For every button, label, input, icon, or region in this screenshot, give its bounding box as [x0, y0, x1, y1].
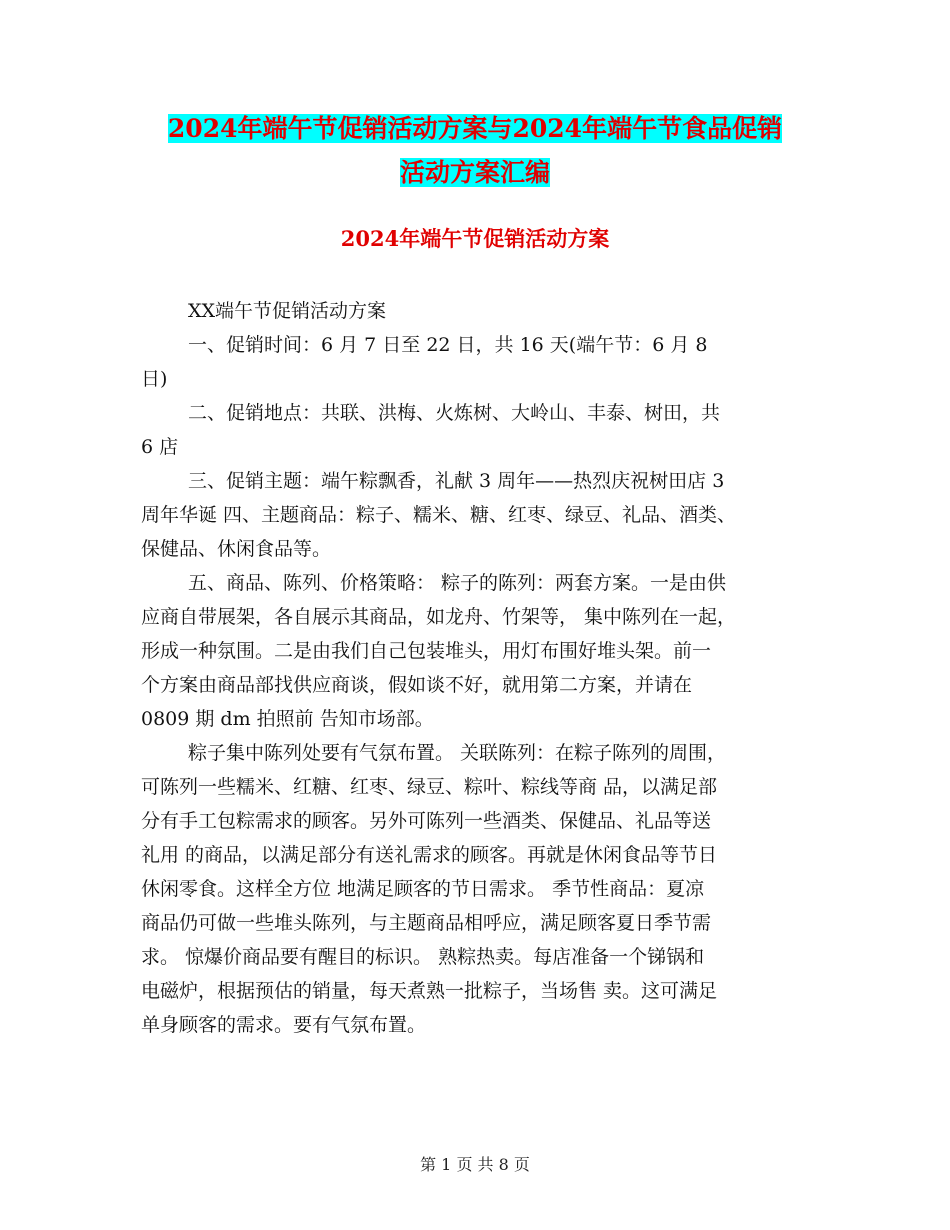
- body-line: 分有手工包粽需求的顾客。另外可陈列一些酒类、保健品、礼品等送: [141, 810, 712, 832]
- body-line: 礼用 的商品，以满足部分有送礼需求的顾客。再就是休闲食品等节日: [141, 844, 718, 866]
- document-body: [141, 294, 831, 1042]
- body-line: 休闲零食。这样全方位 地满足顾客的节日需求。 季节性商品：夏凉: [141, 878, 705, 900]
- body-line: 周年华诞 四、主题商品：粽子、糯米、糖、红枣、绿豆、礼品、酒类、: [141, 504, 737, 526]
- body-line: 形成一种氛围。二是由我们自己包装堆头，用灯布围好堆头架。前一: [141, 640, 712, 662]
- document-title-line-2: 活动方案汇编: [399, 158, 550, 187]
- body-line: 日): [141, 368, 168, 390]
- body-line: XX端午节促销活动方案: [188, 300, 387, 322]
- body-line: 单身顾客的需求。要有气氛布置。: [141, 1014, 427, 1036]
- body-line: 商品仍可做一些堆头陈列，与主题商品相呼应，满足顾客夏日季节需: [141, 912, 712, 934]
- body-line: 二、促销地点：共联、洪梅、火炼树、大岭山、丰泰、树田，共: [188, 402, 721, 424]
- body-line: 一、促销时间：6 月 7 日至 22 日，共 16 天(端午节：6 月 8: [188, 334, 708, 356]
- body-line: 可陈列一些糯米、红糖、红枣、绿豆、粽叶、粽线等商 品，以满足部: [141, 776, 718, 798]
- body-line: 求。 惊爆价商品要有醒目的标识。 熟粽热卖。每店准备一个锑锅和: [141, 946, 705, 968]
- body-line: 应商自带展架，各自展示其商品，如龙舟、竹架等， 集中陈列在一起，: [141, 606, 737, 628]
- page-footer: 第 1 页 共 8 页: [420, 1155, 530, 1174]
- section-title: 2024年端午节促销活动方案: [340, 226, 610, 251]
- document-title-line-1: 2024年端午节促销活动方案与2024年端午节食品促销: [167, 114, 783, 143]
- body-line: 电磁炉，根据预估的销量，每天煮熟一批粽子，当场售 卖。这可满足: [141, 980, 718, 1002]
- body-line: 五、商品、陈列、价格策略： 粽子的陈列：两套方案。一是由供: [188, 572, 727, 594]
- body-line: 6 店: [141, 436, 179, 458]
- body-line: 三、促销主题：端午粽飘香，礼献 3 周年——热烈庆祝树田店 3: [188, 470, 725, 492]
- body-line: 0809 期 dm 拍照前 告知市场部。: [141, 708, 434, 730]
- body-line: 粽子集中陈列处要有气氛布置。 关联陈列：在粽子陈列的周围，: [188, 742, 727, 764]
- body-line: 个方案由商品部找供应商谈，假如谈不好，就用第二方案，并请在: [141, 674, 693, 696]
- body-line: 保健品、休闲食品等。: [141, 538, 332, 560]
